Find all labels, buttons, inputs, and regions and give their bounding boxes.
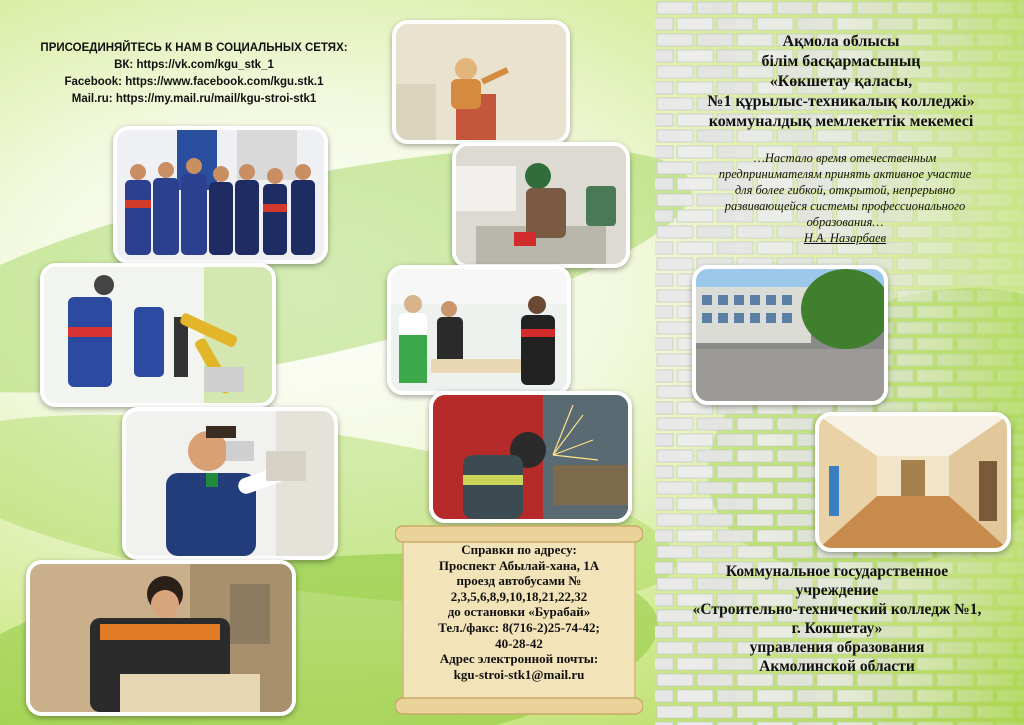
photo-woodcarving-student xyxy=(26,560,296,716)
quote-author: Н.А. Назарбаев xyxy=(803,231,887,245)
social-heading: ПРИСОЕДИНЯЙТЕСЬ К НАМ В СОЦИАЛЬНЫХ СЕТЯХ: xyxy=(40,42,348,54)
contacts-bus-numbers: 2,3,5,6,8,9,10,18,21,22,32 xyxy=(450,588,588,604)
photo-college-building xyxy=(692,265,888,405)
footer-ru-line: управления образования xyxy=(749,639,925,656)
header-kz-line: №1 құрылыс-техникалық колледжі» xyxy=(707,93,975,110)
photo-painter xyxy=(392,20,570,144)
photo-robotics-lab xyxy=(40,263,276,407)
header-kz-line: Ақмола облысы xyxy=(782,33,900,50)
header-kz-line: коммуналдық мемлекеттік мекемесі xyxy=(708,113,974,130)
footer-ru-line: учреждение xyxy=(795,582,879,599)
nazarbayev-quote xyxy=(700,150,990,246)
contacts-bus-intro: проезд автобусами № xyxy=(456,573,582,589)
footer-ru-title xyxy=(662,562,1012,676)
social-networks-block xyxy=(14,40,374,108)
header-kz-line: «Көкшетау қаласы, xyxy=(769,73,913,90)
photo-welder xyxy=(429,391,632,523)
footer-ru-line: «Строительно-технический колледж №1, xyxy=(692,601,982,618)
header-kz-line: білім басқармасының xyxy=(761,53,921,70)
photo-college-hallway xyxy=(815,412,1011,552)
contacts-address: Проспект Абылай-хана, 1А xyxy=(438,557,600,573)
contacts-bus-stop: до остановки «Бурабай» xyxy=(447,604,591,620)
photo-students-group xyxy=(113,126,328,264)
header-kz-title xyxy=(668,32,1014,132)
contacts-email-link[interactable]: kgu-stroi-stk1@mail.ru xyxy=(453,666,585,682)
footer-ru-line: Коммунальное государственное xyxy=(725,563,949,580)
contacts-email-label: Адрес электронной почты: xyxy=(439,651,599,667)
footer-ru-line: Акмолинской области xyxy=(759,658,915,675)
contacts-phone-2: 40-28-42 xyxy=(495,635,543,651)
quote-line: для более гибкой, открытой, непрерывно xyxy=(734,183,956,197)
social-facebook-link[interactable]: Facebook: https://www.facebook.com/kgu.stk.1 xyxy=(64,76,324,88)
photo-electrician xyxy=(122,407,338,560)
contacts-heading: Справки по адресу: xyxy=(461,542,577,557)
contacts-block xyxy=(400,542,638,682)
quote-line: образования… xyxy=(806,215,884,229)
footer-ru-line: г. Кокшетау» xyxy=(791,620,883,637)
social-vk-link[interactable]: ВК: https://vk.com/kgu_stk_1 xyxy=(114,59,274,71)
quote-line: развивающейся системы профессионального xyxy=(724,199,966,213)
photo-drafting-student xyxy=(452,142,630,268)
social-mailru-link[interactable]: Mail.ru: https://my.mail.ru/mail/kgu-stroi-stk1 xyxy=(71,93,317,105)
quote-line: …Настало время отечественным xyxy=(753,151,937,165)
photo-cooking-class xyxy=(387,265,571,395)
contacts-phone: Тел./факс: 8(716-2)25-74-42; xyxy=(438,619,600,635)
quote-line: предпринимателям принять активное участие xyxy=(718,167,972,181)
